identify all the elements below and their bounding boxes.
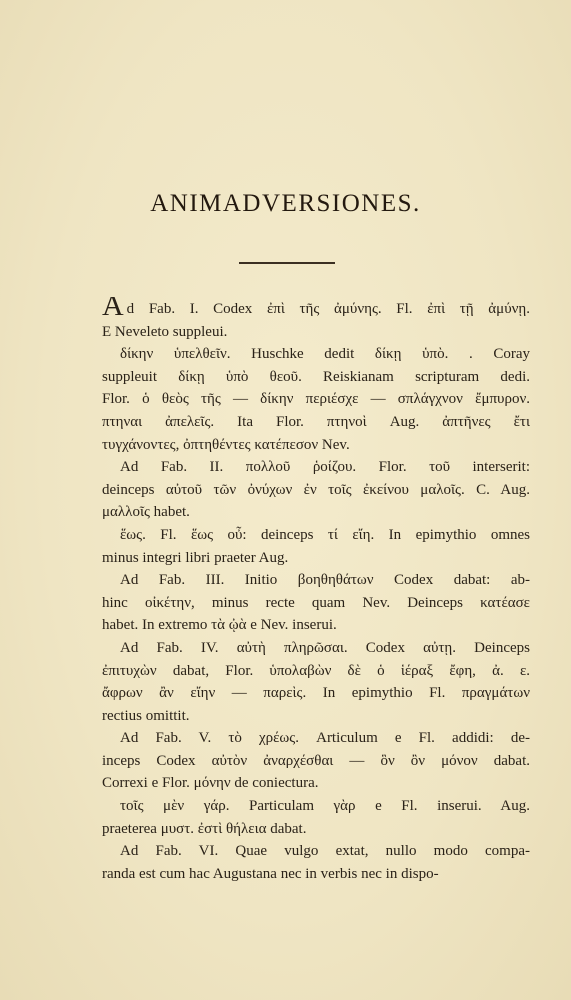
text-line: suppleuit δίκῃ ὑπὸ θεοῦ. Reiskianam scripturam dedi. (102, 368, 530, 385)
commentary-text (102, 297, 530, 885)
text-line: Flor. ὁ θεὸς τῆς — δίκην περιέσχε — σπλάγχνον ἔμπυρον. (102, 391, 530, 408)
text-line (102, 297, 530, 321)
text-line: πτηναι ἀπελεῖς. Ita Flor. πτηνοὶ Aug. ἀπτῆνες ἔτι (102, 413, 530, 430)
paragraph (102, 840, 530, 885)
text-line: praeterea μυστ. ἐστὶ θήλεια dabat. (102, 820, 307, 837)
text-line: randa est cum hac Augustana nec in verbis nec in dispo- (102, 865, 439, 882)
paragraph (102, 297, 530, 343)
paragraph (102, 727, 530, 795)
text-line: deinceps αὐτοῦ τῶν ὀνύχων ἐν τοῖς ἐκείνου μαλοῖς. C. Aug. (102, 481, 530, 498)
text-line: Ad Fab. III. Initio βοηθηθάτων Codex dabat: ab- (120, 572, 530, 589)
page-heading: ANIMADVERSIONES. (150, 190, 421, 217)
paragraph (102, 524, 530, 569)
heading-rule (239, 262, 335, 264)
paragraph (102, 343, 530, 456)
text-line: Correxi e Flor. μόνην de coniectura. (102, 775, 319, 792)
text-line: μαλλοῖς habet. (102, 504, 190, 521)
paragraph (102, 456, 530, 524)
text-line: hinc οἰκέτην, minus recte quam Nev. Deinceps κατέασε (102, 594, 530, 611)
text-line: E Neveleto suppleui. (102, 323, 228, 340)
text-line: Ad Fab. II. πολλοῦ ῥοίζου. Flor. τοῦ interserit: (120, 459, 530, 476)
text-line: Ad Fab. VI. Quae vulgo extat, nullo modo compa- (120, 843, 530, 860)
text-line: τοῖς μὲν γάρ. Particulam γὰρ e Fl. inserui. Aug. (120, 798, 530, 815)
text-line: minus integri libri praeter Aug. (102, 549, 289, 566)
text-line: ἄφρων ἂν εἴην — παρεὶς. In epimythio Fl. πραγμάτων (102, 685, 530, 702)
text-line: τυγχάνοντες, ὀπτηθέντες κατέπεσον Nev. (102, 436, 350, 453)
paragraph (102, 569, 530, 637)
paragraph (102, 795, 530, 840)
text-line: Ad Fab. IV. αὐτὴ πληρῶσαι. Codex αὐτῃ. Deinceps (120, 639, 530, 656)
text-line: δίκην ὑπελθεῖν. Huschke dedit δίκῃ ὑπὸ. . Coray (120, 346, 530, 363)
text-line: ἕως. Fl. ἕως οὖ: deinceps τί εἴη. In epimythio omnes (120, 526, 530, 543)
text-line: habet. In extremo τὰ ᾠὰ e Nev. inserui. (102, 617, 337, 634)
text-line: rectius omittit. (102, 707, 190, 724)
first-line-text: d Fab. I. Codex ἐπὶ τῆς ἀμύνης. Fl. ἐπὶ τῇ ἀμύνῃ. (126, 301, 530, 317)
initial-letter: A (102, 297, 124, 321)
text-line: inceps Codex αὐτὸν ἀναρχέσθαι — ὃν ὂν μόνον dabat. (102, 752, 530, 769)
paragraph (102, 637, 530, 727)
text-line: ἐπιτυχὼν dabat, Flor. ὑπολαβὼν δὲ ὁ ἱέραξ ἔφη, ἀ. ε. (102, 662, 530, 679)
text-line: Ad Fab. V. τὸ χρέως. Articulum e Fl. addidi: de- (120, 730, 530, 747)
